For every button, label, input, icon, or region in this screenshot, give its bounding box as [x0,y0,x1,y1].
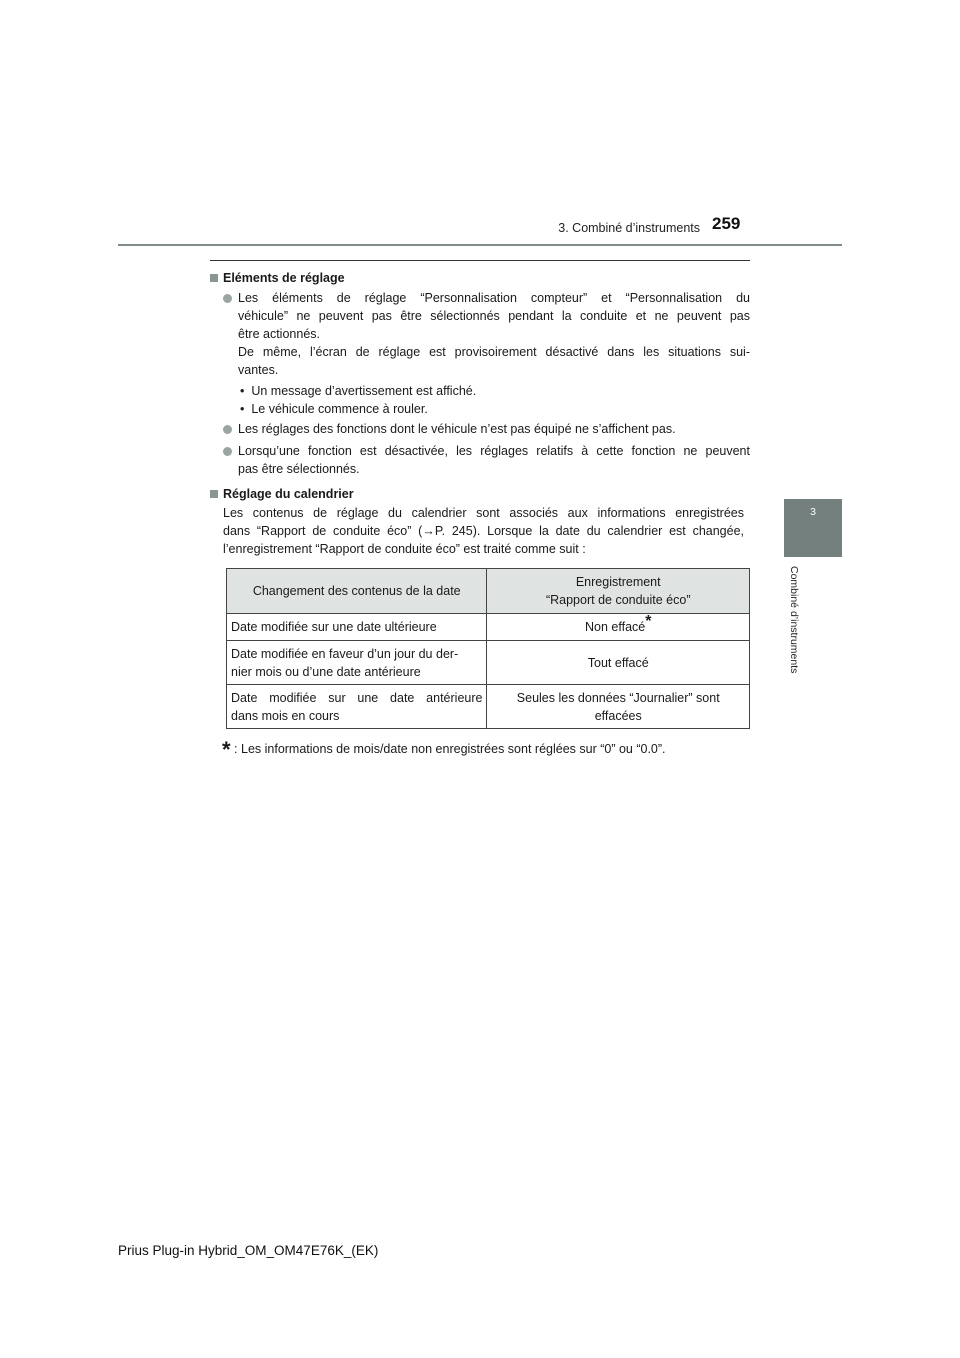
table-cell: Tout effacé [487,641,750,685]
chapter-side-label-text: Combiné d’instruments [788,566,800,674]
calendar-paragraph [223,504,744,558]
table-cell [487,685,750,729]
chapter-side-label [788,566,804,706]
table-cell [227,641,487,685]
text-line: vantes. [238,363,279,377]
section-heading-text: Eléments de réglage [223,271,345,285]
section-heading-calendrier [210,485,354,503]
table-cell [487,614,750,641]
text-line: Lorsqu’une fonction est désactivée, les réglages relatifs à cette fonction ne peuvent [238,444,750,458]
header-line: Enregistrement [575,575,661,589]
page-number: 259 [712,214,741,233]
table-cell [227,685,487,729]
text-line: l’enregistrement “Rapport de conduite éco” est traité comme suit : [223,542,586,556]
table-header-row [227,569,750,614]
bullet-paragraph-2: Les réglages des fonctions dont le véhicule n’est pas équipé ne s’affichent pas. [238,422,676,436]
table-row [227,685,750,729]
text-line: pas être sélectionnés. [238,462,360,476]
table-header-cell: Changement des contenus de la date [227,569,487,614]
circle-bullet-icon [223,294,232,303]
table-header-cell [487,569,750,614]
header-chapter-title: 3. Combiné d’instruments [558,221,700,235]
section-divider [210,260,750,261]
header-line: “Rapport de conduite éco” [545,593,691,607]
list-item-text: Un message d’avertissement est affiché. [251,384,477,398]
cell-line: dans mois en cours [231,708,340,723]
list-item: • Le véhicule commence à rouler. [240,402,428,416]
cell-line: Seules les données “Journalier” sont [516,690,720,705]
square-bullet-icon [210,490,218,498]
circle-bullet-icon [223,425,232,434]
cell-line: effacées [594,708,642,723]
document-footer: Prius Plug-in Hybrid_OM_OM47E76K_(EK) [118,1243,379,1258]
text-line: être actionnés. [238,327,320,341]
asterisk-footnote-mark: * [645,612,652,630]
footnote-text: : Les informations de mois/date non enregistrées sont réglées sur “0” ou “0.0”. [234,742,666,756]
text-line: Les contenus de réglage du calendrier sont associés aux informations enregistrées [223,506,744,520]
cell-line: Date modifiée sur une date antérieure [231,690,483,705]
square-bullet-icon [210,274,218,282]
cell-line: Date modifiée en faveur d’un jour du der- [231,646,459,661]
text-segment: dans “Rapport de conduite éco” ( [223,524,423,538]
sub-item-list [240,382,740,418]
asterisk-footnote-mark: * [222,737,231,762]
text-line: véhicule” ne peuvent pas être sélectionnés pendant la conduite et ne peuvent pas [238,309,750,323]
footnote [222,737,762,762]
bullet-paragraph-1 [238,289,750,379]
section-heading-reglage-elements [210,269,345,287]
chapter-tab-number: 3 [810,506,816,518]
circle-bullet-icon [223,447,232,456]
text-line [223,522,744,540]
table-row [227,614,750,641]
table-row [227,641,750,685]
page-reference-link[interactable]: P. 245). Lorsque la date du calendrier est changée, [434,524,744,538]
text-line: Les éléments de réglage “Personnalisation compteur” et “Personnalisation du [238,291,750,305]
header-divider [118,244,842,246]
calendar-change-table [226,568,750,729]
table-cell: Date modifiée sur une date ultérieure [227,614,487,641]
list-item: • Un message d’avertissement est affiché. [240,384,477,398]
bullet-paragraph-3 [238,442,750,478]
list-item-text: Le véhicule commence à rouler. [251,402,428,416]
text-line: De même, l’écran de réglage est provisoirement désactivé dans les situations sui- [238,345,750,359]
arrow-right-icon: → [422,524,435,538]
chapter-side-tab [784,499,842,557]
cell-line: nier mois ou d’une date antérieure [231,664,421,679]
section-heading-text: Réglage du calendrier [223,487,354,501]
cell-text: Non effacé [585,620,646,634]
